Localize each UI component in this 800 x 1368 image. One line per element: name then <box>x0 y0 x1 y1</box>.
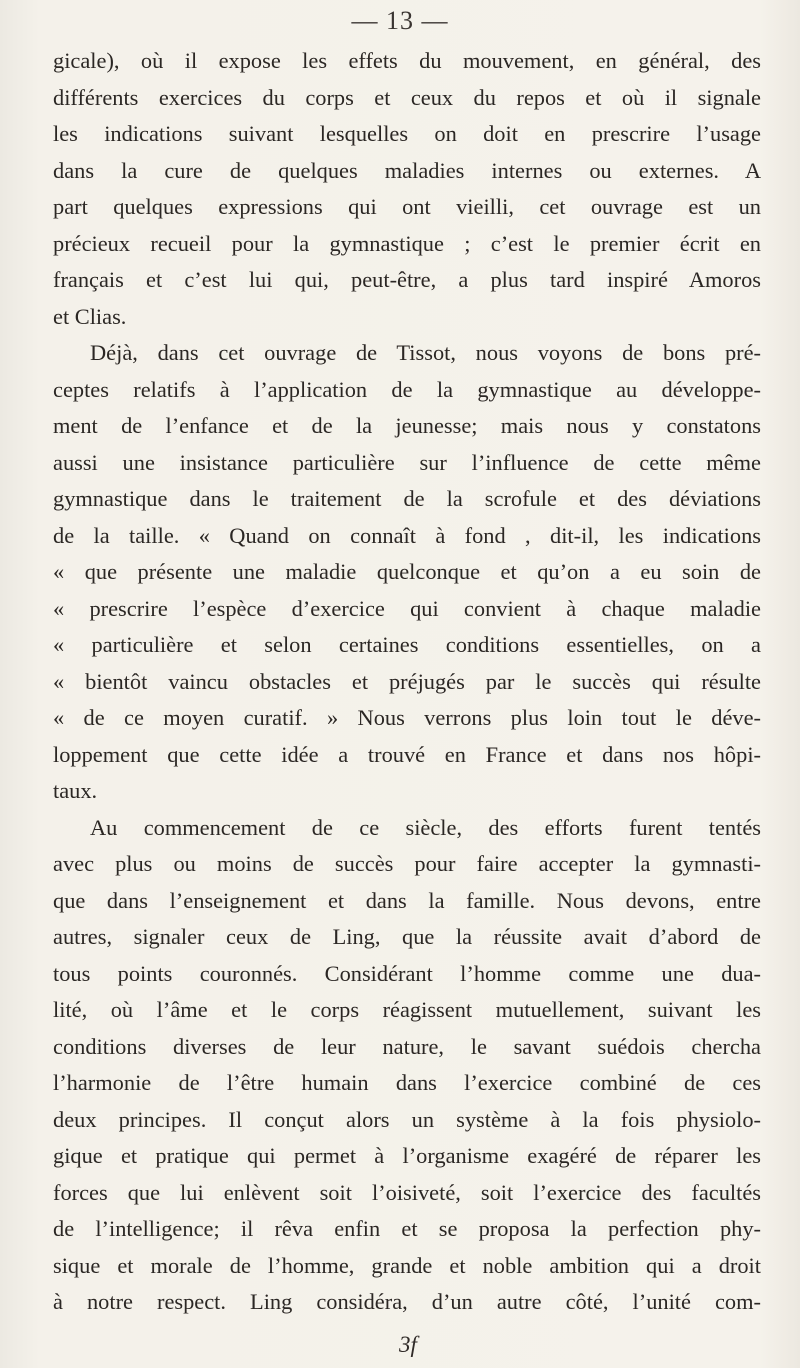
text-line: dans la cure de quelques maladies internes ou externes. A <box>53 157 761 183</box>
text-line: forces que lui enlèvent soit l’oisiveté, soit l’exercice des facultés <box>53 1179 761 1205</box>
text-line: de la taille. « Quand on connaît à fond , dit-il, les indications <box>53 522 761 548</box>
text-line: lité, où l’âme et le corps réagissent mutuellement, suivant les <box>53 997 761 1022</box>
text-line: taux. <box>53 778 98 803</box>
text-line: gymnastique dans le traitement de la scrofule et des déviations <box>53 486 761 511</box>
text-line: aussi une insistance particulière sur l’influence de cette même <box>53 449 761 475</box>
text-line: l’harmonie de l’être humain dans l’exercice combiné de ces <box>53 1070 761 1095</box>
text-line: que dans l’enseignement et dans la famille. Nous devons, entre <box>53 887 761 913</box>
text-line: ceptes relatifs à l’application de la gymnastique au développe- <box>53 376 761 402</box>
text-line: autres, signaler ceux de Ling, que la réussite avait d’abord de <box>53 924 761 949</box>
text-line: différents exercices du corps et ceux du repos et où il signale <box>53 84 761 110</box>
text-line: les indications suivant lesquelles on doit en prescrire l’usage <box>53 121 761 146</box>
quoted-line: « de ce moyen curatif. » Nous verrons plus loin tout le déve- <box>53 705 761 730</box>
printer-signature-mark: 3f <box>399 1332 417 1357</box>
paragraph-first-line: Au commencement de ce siècle, des efforts furent tentés <box>90 814 761 840</box>
quoted-line: « particulière et selon certaines conditions essentielles, on a <box>53 632 761 657</box>
quoted-line: « que présente une maladie quelconque et qu’on a eu soin de <box>53 559 761 584</box>
text-line: précieux recueil pour la gymnastique ; c’est le premier écrit en <box>53 230 761 256</box>
text-line: deux principes. Il conçut alors un système à la fois physiolo- <box>53 1106 761 1132</box>
text-line: français et c’est lui qui, peut-être, a plus tard inspiré Amoros <box>53 267 761 292</box>
body-text <box>53 43 761 1321</box>
page-number: — 13 — <box>351 6 449 35</box>
text-line: de l’intelligence; il rêva enfin et se proposa la perfection phy- <box>53 1216 761 1241</box>
text-line: part quelques expressions qui ont vieilli, cet ouvrage est un <box>53 194 761 219</box>
text-line: loppement que cette idée a trouvé en France et dans nos hôpi- <box>53 741 761 767</box>
text-line: gique et pratique qui permet à l’organisme exagéré de réparer les <box>53 1143 761 1168</box>
quoted-line: « prescrire l’espèce d’exercice qui convient à chaque maladie <box>53 595 761 621</box>
text-line: et Clias. <box>53 303 127 329</box>
text-line: avec plus ou moins de succès pour faire accepter la gymnasti- <box>53 851 761 876</box>
text-line: ment de l’enfance et de la jeunesse; mais nous y constatons <box>53 413 761 438</box>
text-line: conditions diverses de leur nature, le savant suédois chercha <box>53 1033 761 1059</box>
text-line: gicale), où il expose les effets du mouvement, en général, des <box>53 48 761 73</box>
text-line: à notre respect. Ling considéra, d’un autre côté, l’unité com- <box>53 1289 761 1314</box>
paragraph-first-line: Déjà, dans cet ouvrage de Tissot, nous voyons de bons pré- <box>90 340 761 365</box>
text-line: tous points couronnés. Considérant l’homme comme une dua- <box>53 960 761 986</box>
text-line: sique et morale de l’homme, grande et noble ambition qui a droit <box>53 1252 761 1278</box>
quoted-line: « bientôt vaincu obstacles et préjugés par le succès qui résulte <box>53 668 761 694</box>
